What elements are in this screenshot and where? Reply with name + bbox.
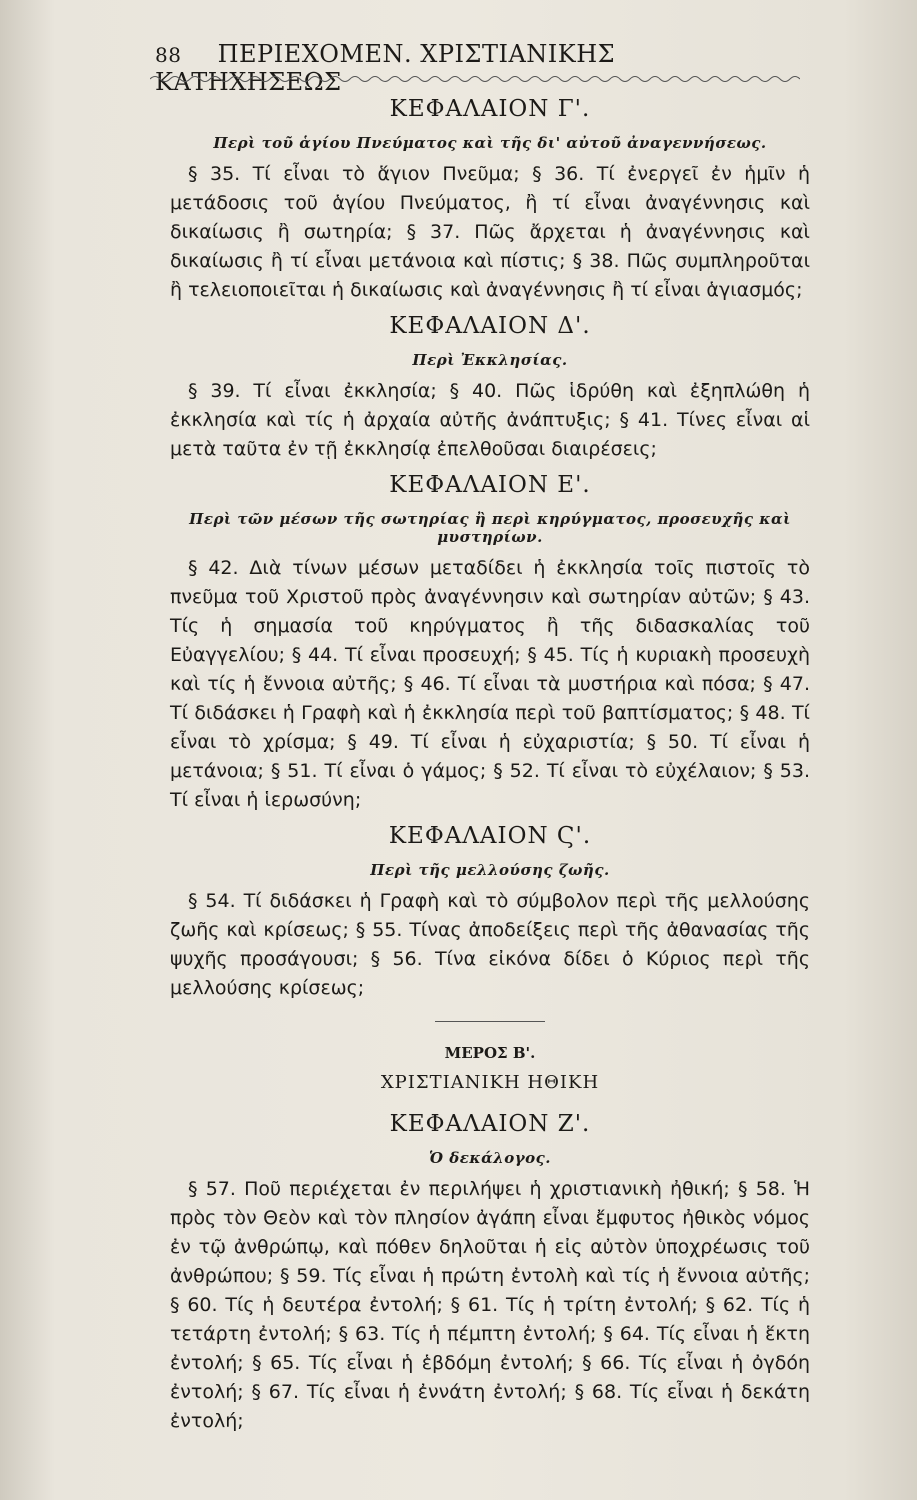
chapter-text: § 39. Τί εἶναι ἐκκλησία; § 40. Πῶς ἱδρύθη καὶ ἐξηπλώθη ἡ ἐκκλησία καὶ τίς ἡ ἀρχαία αὐτῆς ἀνάπτυξις; § 41. Τίνες εἶναι αἱ μετὰ ταῦτα ἐν τῇ ἐκκλησίᾳ ἐπελθοῦσαι διαιρέσεις; xyxy=(170,380,810,460)
page-number: 88 xyxy=(155,43,182,67)
part-label: ΜΕΡΟΣ Β'. xyxy=(444,1044,536,1062)
chapter-text: § 35. Τί εἶναι τὸ ἅγιον Πνεῦμα; § 36. Τί ἐνεργεῖ ἐν ἡμῖν ἡ μετάδοσις τοῦ ἁγίου Πνεύματος, ἢ τί εἶναι ἀναγέννησις καὶ δικαίωσις ἢ σωτηρία; § 37. Πῶς ἄρχεται ἡ ἀναγέννησις καὶ δικαίωσις ἢ τί εἶναι μετάνοια καὶ πίστις; § 38. Πῶς συμπληροῦται ἢ τελειοποιεῖται ἡ δικαίωσις καὶ ἀναγέννησις ἢ τί εἶναι ἁγιασμός; xyxy=(170,163,810,301)
chapter-text: § 57. Ποῦ περιέχεται ἐν περιλήψει ἡ χριστιανικὴ ἠθική; § 58. Ἡ πρὸς τὸν Θεὸν καὶ τὸν πλησίον ἀγάπη εἶναι ἔμφυτος ἠθικὸς νόμος ἐν τῷ ἀνθρώπῳ, καὶ πόθεν δηλοῦται ἡ εἰς αὐτὸν ὑποχρέωσις τοῦ ἀνθρώπου; § 59. Τίς εἶναι ἡ πρώτη ἐντολὴ καὶ τίς ἡ ἔννοια αὐτῆς; § 60. Τίς ἡ δευτέρα ἐντολή; § 61. Τίς ἡ τρίτη ἐντολή; § 62. Τίς ἡ τετάρτη ἐντολή; § 63. Τίς ἡ πέμπτη ἐντολή; § 64. Τίς εἶναι ἡ ἕκτη ἐντολή; § 65. Τίς εἶναι ἡ ἑβδόμη ἐντολή; § 66. Τίς εἶναι ἡ ὀγδόη ἐντολή; § 67. Τίς εἶναι ἡ ἐννάτη ἐντολή; § 68. Τίς εἶναι ἡ δεκάτη ἐντολή; xyxy=(170,1178,810,1432)
part-title: ΧΡΙΣΤΙΑΝΙΚΗ ΗΘΙΚΗ xyxy=(380,1072,600,1093)
page-content xyxy=(170,96,810,1444)
chapter-subtitle: Περὶ Ἐκκλησίας. xyxy=(412,351,568,369)
section-chapter-6 xyxy=(170,823,810,1003)
section-chapter-7 xyxy=(170,1111,810,1436)
section-chapter-3 xyxy=(170,96,810,305)
chapter-subtitle: Ὁ δεκάλογος. xyxy=(429,1149,551,1167)
chapter-heading: ΚΕΦΑΛΑΙΟΝ Δ'. xyxy=(389,313,591,339)
running-title: ΠΕΡΙΕΧΟΜΕΝ. ΧΡΙΣΤΙΑΝΙΚΗΣ ΚΑΤΗΧΗΣΕΩΣ xyxy=(155,40,616,96)
chapter-text: § 42. Διὰ τίνων μέσων μεταδίδει ἡ ἐκκλησία τοῖς πιστοῖς τὸ πνεῦμα τοῦ Χριστοῦ πρὸς ἀναγέννησιν καὶ σωτηρίαν αὐτῶν; § 43. Τίς ἡ σημασία τοῦ κηρύγματος ἢ τῆς διδασκαλίας τοῦ Εὐαγγελίου; § 44. Τί εἶναι προσευχή; § 45. Τίς ἡ κυριακὴ προσευχὴ καὶ τίς ἡ ἔννοια αὐτῆς; § 46. Τί εἶναι τὰ μυστήρια καὶ πόσα; § 47. Τί διδάσκει ἡ Γραφὴ καὶ ἡ ἐκκλησία περὶ τοῦ βαπτίσματος; § 48. Τί εἶναι τὸ χρίσμα; § 49. Τί εἶναι ἡ εὐχαριστία; § 50. Τί εἶναι ἡ μετάνοια; § 51. Τί εἶναι ὁ γάμος; § 52. Τί εἶναι τὸ εὐχέλαιον; § 53. Τί εἶναι ἡ ἱερωσύνη; xyxy=(170,557,810,811)
section-divider xyxy=(435,1021,545,1022)
chapter-subtitle: Περὶ τῶν μέσων τῆς σωτηρίας ἢ περὶ κηρύγματος, προσευχῆς καὶ μυστηρίων. xyxy=(189,510,791,546)
chapter-heading: ΚΕΦΑΛΑΙΟΝ Γ'. xyxy=(389,96,591,122)
chapter-subtitle: Περὶ τῆς μελλούσης ζωῆς. xyxy=(370,861,610,879)
section-chapter-5 xyxy=(170,472,810,815)
running-header xyxy=(155,40,805,96)
chapter-heading: ΚΕΦΑΛΑΙΟΝ Ϛ'. xyxy=(388,823,592,849)
chapter-heading: ΚΕΦΑΛΑΙΟΝ Ζ'. xyxy=(389,1111,591,1137)
chapter-text: § 54. Τί διδάσκει ἡ Γραφὴ καὶ τὸ σύμβολον περὶ τῆς μελλούσης ζωῆς καὶ κρίσεως; § 55. Τίνας ἀποδείξεις περὶ τῆς ἀθανασίας τῆς ψυχῆς προσάγουσι; § 56. Τίνα εἰκόνα δίδει ὁ Κύριος περὶ τῆς μελλούσης κρίσεως; xyxy=(170,890,810,999)
header-wavy-rule xyxy=(150,74,800,84)
chapter-heading: ΚΕΦΑΛΑΙΟΝ Ε'. xyxy=(389,472,591,498)
chapter-subtitle: Περὶ τοῦ ἁγίου Πνεύματος καὶ τῆς δι' αὐτοῦ ἀναγεννήσεως. xyxy=(213,134,767,152)
section-chapter-4 xyxy=(170,313,810,464)
